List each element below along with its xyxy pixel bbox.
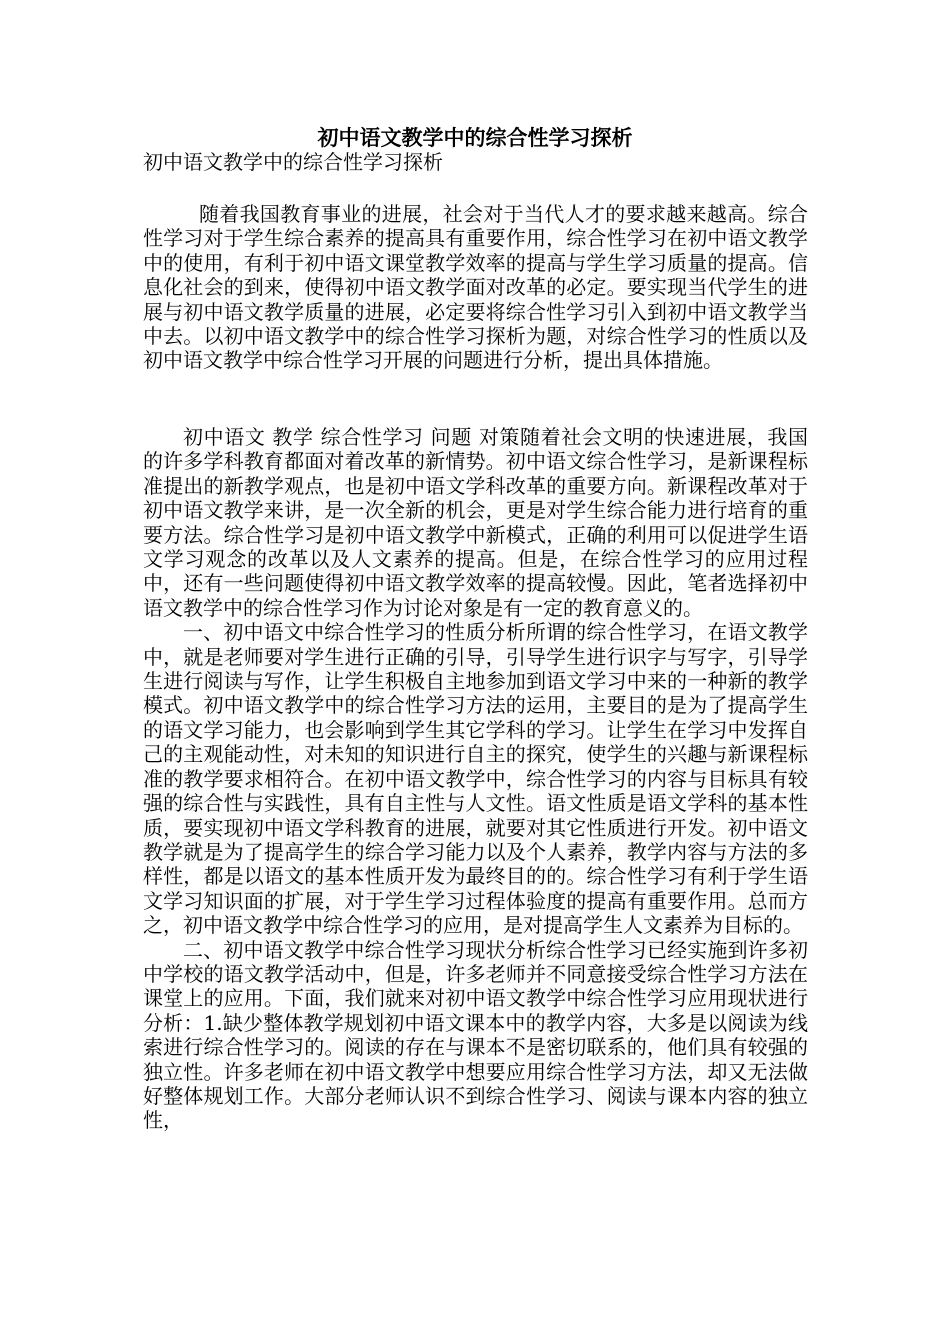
body-paragraph-keywords-intro: 初中语文 教学 综合性学习 问题 对策随着社会文明的快速进展，我国的许多学科教育都面对着改革的新情势。初中语文综合性学习，是新课程标准提出的新教学观点，也是初中语文学科改革的重要方向。新课程改革对于初中语文教学来讲，是一次全新的机会，更是对学生综合能力进行培育的重要方法。综合性学习是初中语文教学中新模式，正确的利用可以促进学生语文学习观念的改革以及人文素养的提高。但是，在综合性学习的应用过程中，还有一些问题使得初中语文教学效率的提高较慢。因此，笔者选择初中语文教学中的综合性学习作为讨论对象是有一定的教育意义的。 [143, 425, 808, 620]
body-section [143, 425, 808, 1133]
body-paragraph-section-one: 一、初中语文中综合性学习的性质分析所谓的综合性学习，在语文教学中，就是老师要对学生进行正确的引导，引导学生进行识字与写字，引导学生进行阅读与写作，让学生积极自主地参加到语文学习中来的一种新的教学模式。初中语文教学中的综合性学习方法的运用，主要目的是为了提高学生的语文学习能力，也会影响到学生其它学科的学习。让学生在学习中发挥自己的主观能动性，对未知的知识进行自主的探究，使学生的兴趣与新课程标准的教学要求相符合。在初中语文教学中，综合性学习的内容与目标具有较强的综合性与实践性，具有自主性与人文性。语文性质是语文学科的基本性质，要实现初中语文学科教育的进展，就要对其它性质进行开发。初中语文教学就是为了提高学生的综合学习能力以及个人素养，教学内容与方法的多样性，都是以语文的基本性质开发为最终目的的。综合性学习有利于学生语文学习知识面的扩展，对于学生学习过程体验度的提高有重要作用。总而方之，初中语文教学中综合性学习的应用，是对提高学生人文素养为目标的。 [143, 620, 808, 938]
document-title: 初中语文教学中的综合性学习探析 [317, 125, 633, 150]
body-paragraph-section-two: 二、初中语文教学中综合性学习现状分析综合性学习已经实施到许多初中学校的语文教学活动中，但是，许多老师并不同意接受综合性学习方法在课堂上的应用。下面，我们就来对初中语文教学中综合性学习应用现状进行分析：1.缺少整体教学规划初中语文课本中的教学内容，大多是以阅读为线索进行综合性学习的。阅读的存在与课本不是密切联系的，他们具有较强的独立性。许多老师在初中语文教学中想要应用综合性学习方法，却又无法做好整体规划工作。大部分老师认识不到综合性学习、阅读与课本内容的独立性， [143, 937, 808, 1133]
document-subtitle: 初中语文教学中的综合性学习探析 [143, 150, 443, 174]
abstract-paragraph: 随着我国教育事业的进展，社会对于当代人才的要求越来越高。综合性学习对于学生综合素养的提高具有重要作用，综合性学习在初中语文教学中的使用，有利于初中语文课堂教学效率的提高与学生学习质量的提高。信息化社会的到来，使得初中语文教学面对改革的必定。要实现当代学生的进展与初中语文教学质量的进展，必定要将综合性学习引入到初中语文教学当中去。以初中语文教学中的综合性学习探析为题，对综合性学习的性质以及初中语文教学中综合性学习开展的问题进行分析，提出具体措施。 [143, 202, 808, 373]
abstract-section [143, 202, 808, 373]
